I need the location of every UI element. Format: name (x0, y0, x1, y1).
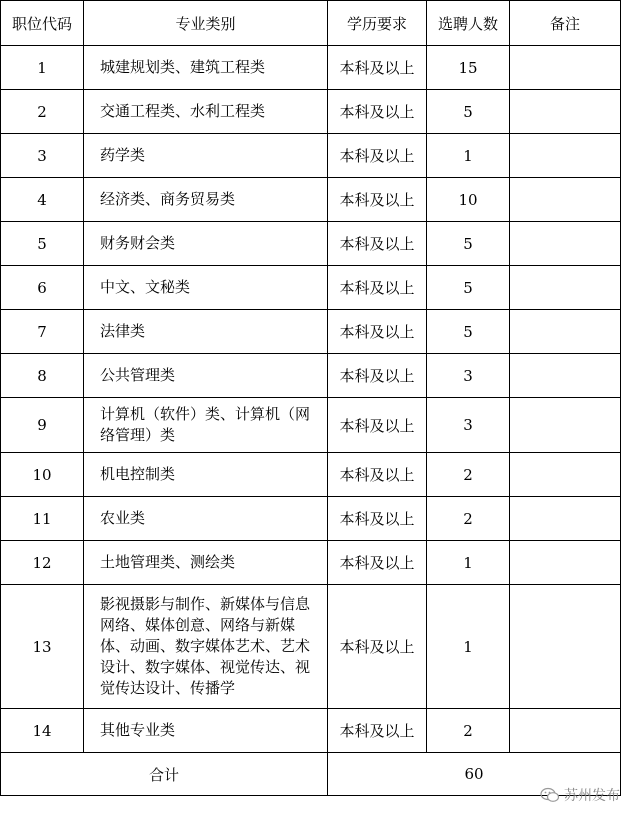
row-note (510, 354, 621, 398)
row-education: 本科及以上 (328, 134, 427, 178)
row-category: 农业类 (84, 497, 328, 541)
table-row (1, 134, 621, 178)
table-row (1, 497, 621, 541)
watermark (540, 785, 620, 805)
row-education: 本科及以上 (328, 453, 427, 497)
row-education: 本科及以上 (328, 90, 427, 134)
row-code: 8 (1, 354, 84, 398)
row-note (510, 398, 621, 453)
row-note (510, 585, 621, 709)
header-count: 选聘人数 (427, 1, 510, 46)
row-note (510, 134, 621, 178)
row-category: 计算机（软件）类、计算机（网络管理）类 (84, 398, 328, 453)
row-category: 法律类 (84, 310, 328, 354)
row-note (510, 453, 621, 497)
row-count: 2 (427, 709, 510, 753)
row-count: 10 (427, 178, 510, 222)
row-category: 财务财会类 (84, 222, 328, 266)
row-education: 本科及以上 (328, 585, 427, 709)
row-education: 本科及以上 (328, 354, 427, 398)
row-code: 4 (1, 178, 84, 222)
row-code: 6 (1, 266, 84, 310)
row-count: 1 (427, 134, 510, 178)
wechat-icon (540, 787, 560, 803)
row-education: 本科及以上 (328, 310, 427, 354)
row-count: 1 (427, 585, 510, 709)
total-row (1, 753, 621, 796)
header-code: 职位代码 (1, 1, 84, 46)
total-label: 合计 (1, 753, 328, 796)
table-row (1, 266, 621, 310)
row-note (510, 497, 621, 541)
table-row (1, 90, 621, 134)
table-row (1, 178, 621, 222)
row-count: 5 (427, 90, 510, 134)
row-count: 5 (427, 222, 510, 266)
table-row (1, 222, 621, 266)
row-education: 本科及以上 (328, 398, 427, 453)
row-note (510, 266, 621, 310)
table-row (1, 398, 621, 453)
row-note (510, 310, 621, 354)
table-row (1, 585, 621, 709)
header-education: 学历要求 (328, 1, 427, 46)
row-education: 本科及以上 (328, 497, 427, 541)
row-code: 12 (1, 541, 84, 585)
row-count: 2 (427, 453, 510, 497)
row-education: 本科及以上 (328, 178, 427, 222)
row-count: 2 (427, 497, 510, 541)
row-education: 本科及以上 (328, 541, 427, 585)
table-row (1, 709, 621, 753)
row-count: 1 (427, 541, 510, 585)
row-category: 中文、文秘类 (84, 266, 328, 310)
row-category: 影视摄影与制作、新媒体与信息网络、媒体创意、网络与新媒体、动画、数字媒体艺术、艺术设计、数字媒体、视觉传达、视觉传达设计、传播学 (84, 585, 328, 709)
row-note (510, 90, 621, 134)
row-category: 机电控制类 (84, 453, 328, 497)
row-note (510, 46, 621, 90)
row-note (510, 709, 621, 753)
header-note: 备注 (510, 1, 621, 46)
row-code: 13 (1, 585, 84, 709)
table-row (1, 541, 621, 585)
row-category: 城建规划类、建筑工程类 (84, 46, 328, 90)
row-education: 本科及以上 (328, 266, 427, 310)
row-code: 3 (1, 134, 84, 178)
row-note (510, 541, 621, 585)
row-category: 药学类 (84, 134, 328, 178)
row-note (510, 178, 621, 222)
row-count: 5 (427, 310, 510, 354)
row-code: 10 (1, 453, 84, 497)
row-code: 9 (1, 398, 84, 453)
row-education: 本科及以上 (328, 709, 427, 753)
row-note (510, 222, 621, 266)
table-row (1, 354, 621, 398)
row-code: 7 (1, 310, 84, 354)
row-code: 1 (1, 46, 84, 90)
row-category: 交通工程类、水利工程类 (84, 90, 328, 134)
row-education: 本科及以上 (328, 46, 427, 90)
row-category: 其他专业类 (84, 709, 328, 753)
row-code: 5 (1, 222, 84, 266)
watermark-text: 苏州发布 (564, 788, 620, 804)
table-row (1, 46, 621, 90)
row-category: 经济类、商务贸易类 (84, 178, 328, 222)
row-category: 公共管理类 (84, 354, 328, 398)
row-code: 11 (1, 497, 84, 541)
header-row (1, 1, 621, 46)
row-code: 2 (1, 90, 84, 134)
row-education: 本科及以上 (328, 222, 427, 266)
row-count: 15 (427, 46, 510, 90)
row-category: 土地管理类、测绘类 (84, 541, 328, 585)
row-count: 3 (427, 354, 510, 398)
table-row (1, 453, 621, 497)
header-category: 专业类别 (84, 1, 328, 46)
total-value: 60 (328, 753, 621, 796)
row-count: 3 (427, 398, 510, 453)
row-count: 5 (427, 266, 510, 310)
table-row (1, 310, 621, 354)
row-code: 14 (1, 709, 84, 753)
